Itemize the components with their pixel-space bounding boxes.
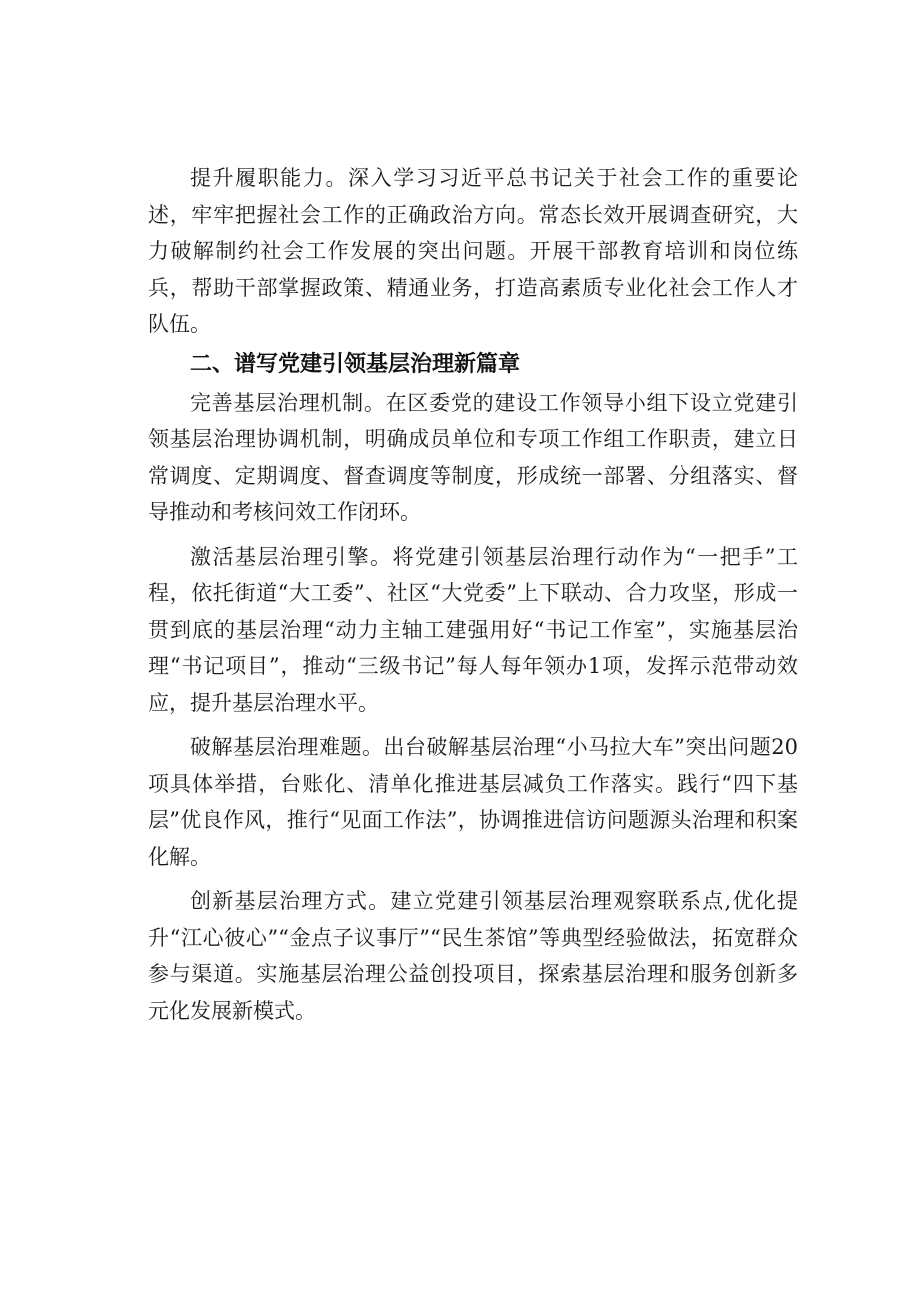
paragraph-governance-engine: 激活基层治理引擎。将党建引领基层治理行动作为“一把手”工程，依托街道“大工委”、社区“大党委”上下联动、合力攻坚，形成一贯到底的基层治理“动力主轴工建强用好“书记工作室”，实施基层治理“书记项目”，推动“三级书记”每人每年领办1项，发挥示范带动效应，提升基层治理水平。	[148, 544, 798, 715]
paragraph-governance-problems: 破解基层治理难题。出台破解基层治理“小马拉大车”突出问题20项具体举措，台账化、清单化推进基层减负工作落实。践行“四下基层”优良作风，推行“见面工作法”，协调推进信访问题源头治理和积案化解。	[148, 735, 798, 869]
section-heading: 二、谱写党建引领基层治理新篇章	[190, 351, 521, 377]
paragraph-governance-mechanism: 完善基层治理机制。在区委党的建设工作领导小组下设立党建引领基层治理协调机制，明确成员单位和专项工作组工作职责，建立日常调度、定期调度、督查调度等制度，形成统一部署、分组落实、督导推动和考核问效工作闭环。	[148, 390, 798, 524]
paragraph-improve-capability: 提升履职能力。深入学习习近平总书记关于社会工作的重要论述，牢牢把握社会工作的正确政治方向。常态长效开展调查研究，大力破解制约社会工作发展的突出问题。开展干部教育培训和岗位练兵，帮助干部掌握政策、精通业务，打造高素质专业化社会工作人才队伍。	[148, 166, 798, 336]
document-body	[148, 160, 798, 1029]
paragraph-governance-innovation: 创新基层治理方式。建立党建引领基层治理观察联系点,优化提升“江心彼心”“金点子议事厅”“民生茶馆”等典型经验做法，拓宽群众参与渠道。实施基层治理公益创投项目，探索基层治理和服务创新多元化发展新模式。	[148, 889, 798, 1023]
